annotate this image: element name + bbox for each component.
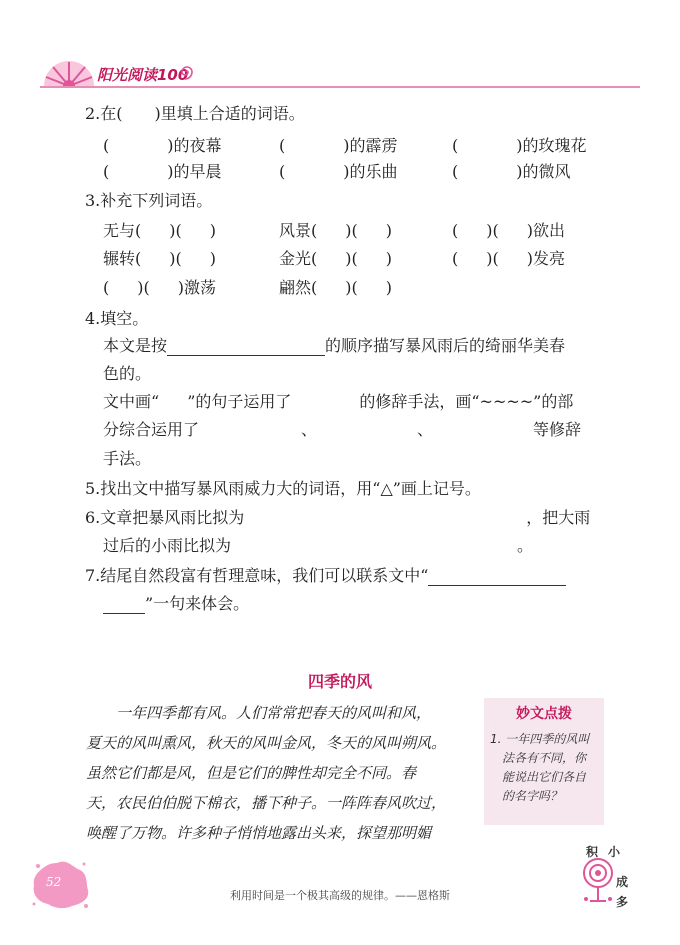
footer-quote: 利用时间是一个极其高级的规律。——恩格斯: [230, 889, 450, 902]
page-number: 52: [46, 875, 62, 889]
article-title: 四季的风: [307, 672, 372, 691]
q3-label: 3.补充下列词语。: [85, 191, 213, 210]
q3-row1-item1: 无与( )( ): [103, 221, 216, 240]
q3-row1-item2: 风景( )( ): [279, 221, 392, 240]
q4-label: 4.填空。: [85, 309, 149, 328]
q5-text: 5.找出文中描写暴风雨威力大的词语，用“△”画上记号。: [85, 479, 481, 498]
footer-grow-char: 多: [616, 895, 629, 909]
footer-grow-char: 成: [616, 875, 629, 889]
q3-row3-item1: ( )( )激荡: [103, 278, 216, 297]
tips-line: 能说出它们各自: [502, 770, 587, 784]
tips-line: 1. 一年四季的风叫: [490, 732, 590, 746]
q3-row2-item3: ( )( )发亮: [452, 249, 565, 268]
q2-row2-item3: ( )的微风: [452, 162, 571, 181]
growth-swirl-icon: [580, 855, 620, 905]
q6-line2: 过后的小雨比拟为 。: [103, 536, 534, 555]
q4-line5: 手法。: [103, 449, 152, 468]
q2-row2-item2: ( )的乐曲: [279, 162, 398, 181]
q3-row3-item2: 翩然( )( ): [279, 278, 392, 297]
footer-grow-char: 积: [586, 845, 599, 859]
tips-text: [490, 730, 602, 806]
article-line: 虽然它们都是风，但是它们的脾性却完全不同。春: [86, 764, 417, 782]
article-line: 一年四季都有风。人们常常把春天的风叫和风，: [116, 704, 432, 722]
q3-row2-item1: 辗转( )( ): [103, 249, 216, 268]
header-divider: [40, 86, 640, 88]
q7-line1: 7.结尾自然段富有哲理意味，我们可以联系文中“: [85, 566, 566, 586]
swirl-icon: [178, 64, 196, 80]
q2-row1-item3: ( )的玫瑰花: [452, 136, 587, 155]
q4-line4: 分综合运用了 、 、 等修辞: [103, 420, 582, 439]
sun-fan-logo-icon: [40, 58, 98, 88]
tips-line: 法各有不同，你: [502, 751, 587, 765]
header-title: 阳光阅读100: [97, 66, 189, 84]
q2-row2-item1: ( )的早晨: [103, 162, 222, 181]
q2-row1-item2: ( )的霹雳: [279, 136, 398, 155]
tips-title: 妙文点拨: [516, 706, 572, 722]
q3-row2-item2: 金光( )( ): [279, 249, 392, 268]
q4-line1: 本文是按 的顺序描写暴风雨后的绮丽华美春: [103, 336, 566, 355]
q4-line3: 文中画“ ”的句子运用了 的修辞手法，画“~~~~”的部: [103, 392, 574, 411]
tips-line: 的名字吗？: [502, 789, 563, 803]
q7-line2: ”一句来体会。: [103, 594, 249, 614]
q2-label: 2.在( )里填上合适的词语。: [85, 104, 305, 123]
footer-grow-char: 小: [608, 845, 621, 859]
article-line: 唤醒了万物。许多种子悄悄地露出头来，探望那明媚: [86, 824, 432, 842]
q2-row1-item1: ( )的夜幕: [103, 136, 222, 155]
q6-line1: 6.文章把暴风雨比拟为 ，把大雨: [85, 508, 591, 527]
article-line: 夏天的风叫熏风，秋天的风叫金风，冬天的风叫朔风。: [86, 734, 447, 752]
article-line: 天，农民伯伯脱下棉衣，播下种子。一阵阵春风吹过，: [86, 794, 447, 812]
q3-row1-item3: ( )( )欲出: [452, 221, 565, 240]
q4-line2: 色的。: [103, 364, 152, 383]
